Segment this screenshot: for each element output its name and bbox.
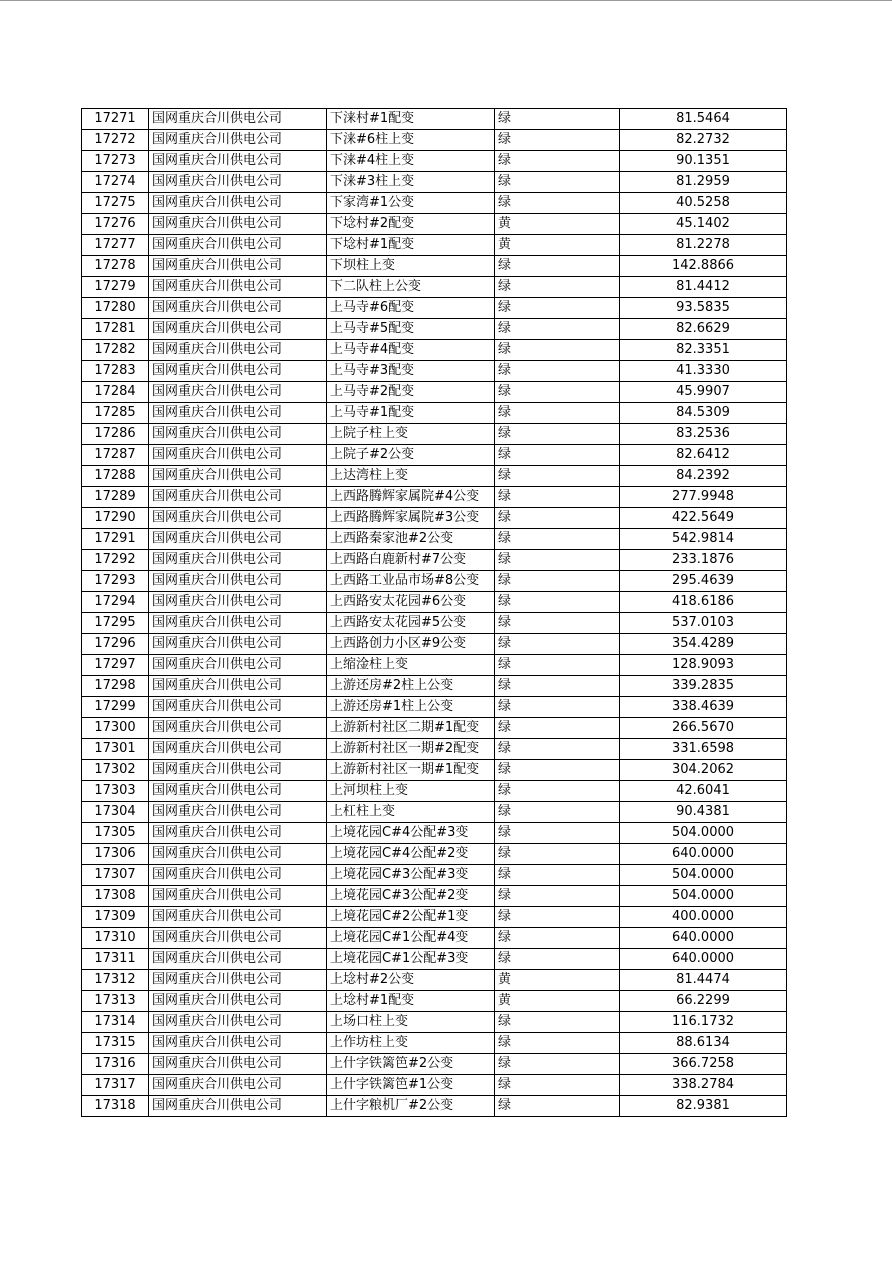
cell-status: 黄 bbox=[495, 970, 620, 991]
cell-value: 82.2732 bbox=[620, 130, 787, 151]
table-row bbox=[82, 1075, 787, 1096]
cell-transformer-name: 上院子#2公变 bbox=[327, 445, 495, 466]
table-row bbox=[82, 508, 787, 529]
cell-status: 绿 bbox=[495, 697, 620, 718]
cell-value: 81.4474 bbox=[620, 970, 787, 991]
cell-transformer-name: 上境花园C#4公配#2变 bbox=[327, 844, 495, 865]
cell-company: 国网重庆合川供电公司 bbox=[149, 193, 327, 214]
cell-company: 国网重庆合川供电公司 bbox=[149, 865, 327, 886]
table-row bbox=[82, 235, 787, 256]
table-row bbox=[82, 1033, 787, 1054]
cell-id: 17301 bbox=[82, 739, 149, 760]
table-row bbox=[82, 1012, 787, 1033]
cell-company: 国网重庆合川供电公司 bbox=[149, 424, 327, 445]
cell-value: 339.2835 bbox=[620, 676, 787, 697]
cell-transformer-name: 上西路创力小区#9公变 bbox=[327, 634, 495, 655]
cell-company: 国网重庆合川供电公司 bbox=[149, 508, 327, 529]
cell-id: 17318 bbox=[82, 1096, 149, 1117]
cell-id: 17281 bbox=[82, 319, 149, 340]
cell-transformer-name: 上境花园C#3公配#2变 bbox=[327, 886, 495, 907]
cell-value: 82.3351 bbox=[620, 340, 787, 361]
cell-id: 17293 bbox=[82, 571, 149, 592]
cell-id: 17310 bbox=[82, 928, 149, 949]
cell-company: 国网重庆合川供电公司 bbox=[149, 445, 327, 466]
cell-transformer-name: 上马寺#3配变 bbox=[327, 361, 495, 382]
page-top-rule bbox=[0, 0, 892, 1]
cell-status: 绿 bbox=[495, 193, 620, 214]
cell-status: 绿 bbox=[495, 886, 620, 907]
cell-value: 82.9381 bbox=[620, 1096, 787, 1117]
cell-status: 绿 bbox=[495, 1075, 620, 1096]
cell-transformer-name: 下涞村#1配变 bbox=[327, 109, 495, 130]
cell-value: 354.4289 bbox=[620, 634, 787, 655]
cell-status: 绿 bbox=[495, 319, 620, 340]
cell-status: 黄 bbox=[495, 235, 620, 256]
table-row bbox=[82, 697, 787, 718]
cell-status: 绿 bbox=[495, 739, 620, 760]
table-row bbox=[82, 109, 787, 130]
cell-transformer-name: 下家湾#1公变 bbox=[327, 193, 495, 214]
cell-value: 84.2392 bbox=[620, 466, 787, 487]
cell-id: 17286 bbox=[82, 424, 149, 445]
cell-id: 17285 bbox=[82, 403, 149, 424]
cell-company: 国网重庆合川供电公司 bbox=[149, 760, 327, 781]
cell-id: 17272 bbox=[82, 130, 149, 151]
cell-id: 17280 bbox=[82, 298, 149, 319]
cell-value: 81.5464 bbox=[620, 109, 787, 130]
cell-company: 国网重庆合川供电公司 bbox=[149, 382, 327, 403]
cell-status: 绿 bbox=[495, 130, 620, 151]
cell-transformer-name: 下埝村#2配变 bbox=[327, 214, 495, 235]
cell-company: 国网重庆合川供电公司 bbox=[149, 487, 327, 508]
cell-value: 81.4412 bbox=[620, 277, 787, 298]
cell-transformer-name: 上游新村社区二期#1配变 bbox=[327, 718, 495, 739]
cell-id: 17294 bbox=[82, 592, 149, 613]
cell-id: 17312 bbox=[82, 970, 149, 991]
cell-id: 17303 bbox=[82, 781, 149, 802]
cell-id: 17289 bbox=[82, 487, 149, 508]
cell-value: 504.0000 bbox=[620, 865, 787, 886]
cell-id: 17271 bbox=[82, 109, 149, 130]
table-row bbox=[82, 382, 787, 403]
cell-value: 45.9907 bbox=[620, 382, 787, 403]
cell-value: 82.6412 bbox=[620, 445, 787, 466]
cell-company: 国网重庆合川供电公司 bbox=[149, 571, 327, 592]
table-row bbox=[82, 739, 787, 760]
cell-value: 422.5649 bbox=[620, 508, 787, 529]
cell-status: 绿 bbox=[495, 655, 620, 676]
cell-value: 537.0103 bbox=[620, 613, 787, 634]
cell-value: 504.0000 bbox=[620, 886, 787, 907]
cell-value: 277.9948 bbox=[620, 487, 787, 508]
table-row bbox=[82, 676, 787, 697]
cell-company: 国网重庆合川供电公司 bbox=[149, 970, 327, 991]
table-row bbox=[82, 1054, 787, 1075]
cell-company: 国网重庆合川供电公司 bbox=[149, 991, 327, 1012]
cell-status: 绿 bbox=[495, 1033, 620, 1054]
cell-transformer-name: 上西路安太花园#6公变 bbox=[327, 592, 495, 613]
cell-value: 504.0000 bbox=[620, 823, 787, 844]
cell-id: 17282 bbox=[82, 340, 149, 361]
cell-value: 400.0000 bbox=[620, 907, 787, 928]
cell-id: 17297 bbox=[82, 655, 149, 676]
table-row bbox=[82, 1096, 787, 1117]
cell-id: 17314 bbox=[82, 1012, 149, 1033]
cell-value: 640.0000 bbox=[620, 844, 787, 865]
cell-company: 国网重庆合川供电公司 bbox=[149, 130, 327, 151]
cell-id: 17295 bbox=[82, 613, 149, 634]
cell-id: 17277 bbox=[82, 235, 149, 256]
cell-status: 绿 bbox=[495, 487, 620, 508]
cell-id: 17283 bbox=[82, 361, 149, 382]
cell-status: 绿 bbox=[495, 1054, 620, 1075]
cell-status: 绿 bbox=[495, 865, 620, 886]
cell-company: 国网重庆合川供电公司 bbox=[149, 655, 327, 676]
table-row bbox=[82, 529, 787, 550]
cell-id: 17304 bbox=[82, 802, 149, 823]
table-row bbox=[82, 151, 787, 172]
cell-status: 绿 bbox=[495, 340, 620, 361]
cell-company: 国网重庆合川供电公司 bbox=[149, 802, 327, 823]
cell-transformer-name: 上境花园C#1公配#3变 bbox=[327, 949, 495, 970]
cell-value: 40.5258 bbox=[620, 193, 787, 214]
cell-value: 82.6629 bbox=[620, 319, 787, 340]
table-row bbox=[82, 949, 787, 970]
cell-company: 国网重庆合川供电公司 bbox=[149, 1033, 327, 1054]
cell-value: 93.5835 bbox=[620, 298, 787, 319]
table-row bbox=[82, 214, 787, 235]
cell-status: 绿 bbox=[495, 172, 620, 193]
cell-status: 绿 bbox=[495, 571, 620, 592]
cell-value: 142.8866 bbox=[620, 256, 787, 277]
cell-transformer-name: 上游还房#2柱上公变 bbox=[327, 676, 495, 697]
cell-status: 绿 bbox=[495, 781, 620, 802]
cell-value: 84.5309 bbox=[620, 403, 787, 424]
cell-id: 17273 bbox=[82, 151, 149, 172]
table-row bbox=[82, 487, 787, 508]
cell-company: 国网重庆合川供电公司 bbox=[149, 613, 327, 634]
cell-value: 42.6041 bbox=[620, 781, 787, 802]
cell-status: 绿 bbox=[495, 823, 620, 844]
cell-company: 国网重庆合川供电公司 bbox=[149, 1054, 327, 1075]
cell-id: 17302 bbox=[82, 760, 149, 781]
cell-transformer-name: 下二队柱上公变 bbox=[327, 277, 495, 298]
cell-transformer-name: 上境花园C#1公配#4变 bbox=[327, 928, 495, 949]
cell-value: 81.2278 bbox=[620, 235, 787, 256]
cell-transformer-name: 上境花园C#2公配#1变 bbox=[327, 907, 495, 928]
table-row bbox=[82, 991, 787, 1012]
table-row bbox=[82, 613, 787, 634]
cell-transformer-name: 上境花园C#4公配#3变 bbox=[327, 823, 495, 844]
table-row bbox=[82, 319, 787, 340]
cell-company: 国网重庆合川供电公司 bbox=[149, 697, 327, 718]
table-row bbox=[82, 445, 787, 466]
cell-value: 116.1732 bbox=[620, 1012, 787, 1033]
cell-transformer-name: 下涞#3柱上变 bbox=[327, 172, 495, 193]
cell-company: 国网重庆合川供电公司 bbox=[149, 907, 327, 928]
cell-status: 绿 bbox=[495, 382, 620, 403]
table-row bbox=[82, 781, 787, 802]
cell-value: 542.9814 bbox=[620, 529, 787, 550]
cell-company: 国网重庆合川供电公司 bbox=[149, 592, 327, 613]
table-row bbox=[82, 277, 787, 298]
cell-id: 17296 bbox=[82, 634, 149, 655]
cell-company: 国网重庆合川供电公司 bbox=[149, 886, 327, 907]
cell-company: 国网重庆合川供电公司 bbox=[149, 1096, 327, 1117]
cell-transformer-name: 下涞#4柱上变 bbox=[327, 151, 495, 172]
cell-transformer-name: 上什字粮机厂#2公变 bbox=[327, 1096, 495, 1117]
cell-id: 17275 bbox=[82, 193, 149, 214]
table-row bbox=[82, 844, 787, 865]
cell-value: 41.3330 bbox=[620, 361, 787, 382]
cell-transformer-name: 上埝村#2公变 bbox=[327, 970, 495, 991]
cell-id: 17308 bbox=[82, 886, 149, 907]
cell-id: 17305 bbox=[82, 823, 149, 844]
cell-value: 266.5670 bbox=[620, 718, 787, 739]
table-row bbox=[82, 403, 787, 424]
cell-value: 81.2959 bbox=[620, 172, 787, 193]
table-row bbox=[82, 424, 787, 445]
cell-transformer-name: 上游新村社区一期#1配变 bbox=[327, 760, 495, 781]
transformer-table bbox=[81, 108, 787, 1117]
cell-id: 17274 bbox=[82, 172, 149, 193]
cell-company: 国网重庆合川供电公司 bbox=[149, 361, 327, 382]
cell-value: 331.6598 bbox=[620, 739, 787, 760]
cell-value: 83.2536 bbox=[620, 424, 787, 445]
cell-transformer-name: 上埝村#1配变 bbox=[327, 991, 495, 1012]
cell-id: 17278 bbox=[82, 256, 149, 277]
cell-status: 绿 bbox=[495, 1096, 620, 1117]
cell-transformer-name: 下埝村#1配变 bbox=[327, 235, 495, 256]
table-row bbox=[82, 298, 787, 319]
cell-id: 17299 bbox=[82, 697, 149, 718]
cell-transformer-name: 上杠柱上变 bbox=[327, 802, 495, 823]
cell-company: 国网重庆合川供电公司 bbox=[149, 403, 327, 424]
cell-value: 90.1351 bbox=[620, 151, 787, 172]
cell-status: 绿 bbox=[495, 718, 620, 739]
cell-value: 338.4639 bbox=[620, 697, 787, 718]
cell-transformer-name: 上缩淦柱上变 bbox=[327, 655, 495, 676]
cell-value: 45.1402 bbox=[620, 214, 787, 235]
cell-value: 366.7258 bbox=[620, 1054, 787, 1075]
cell-transformer-name: 上院子柱上变 bbox=[327, 424, 495, 445]
cell-value: 88.6134 bbox=[620, 1033, 787, 1054]
table-row bbox=[82, 193, 787, 214]
cell-transformer-name: 上河坝柱上变 bbox=[327, 781, 495, 802]
table-row bbox=[82, 865, 787, 886]
cell-status: 绿 bbox=[495, 949, 620, 970]
cell-transformer-name: 上作坊柱上变 bbox=[327, 1033, 495, 1054]
cell-company: 国网重庆合川供电公司 bbox=[149, 928, 327, 949]
table-row bbox=[82, 886, 787, 907]
cell-status: 绿 bbox=[495, 277, 620, 298]
cell-transformer-name: 上游新村社区一期#2配变 bbox=[327, 739, 495, 760]
cell-company: 国网重庆合川供电公司 bbox=[149, 151, 327, 172]
table-body bbox=[82, 109, 787, 1117]
cell-status: 绿 bbox=[495, 466, 620, 487]
cell-id: 17279 bbox=[82, 277, 149, 298]
cell-transformer-name: 上西路腾辉家属院#4公变 bbox=[327, 487, 495, 508]
cell-company: 国网重庆合川供电公司 bbox=[149, 214, 327, 235]
cell-id: 17317 bbox=[82, 1075, 149, 1096]
cell-id: 17315 bbox=[82, 1033, 149, 1054]
cell-status: 绿 bbox=[495, 298, 620, 319]
table-row bbox=[82, 928, 787, 949]
cell-transformer-name: 上马寺#4配变 bbox=[327, 340, 495, 361]
cell-id: 17276 bbox=[82, 214, 149, 235]
cell-status: 绿 bbox=[495, 445, 620, 466]
cell-value: 66.2299 bbox=[620, 991, 787, 1012]
cell-company: 国网重庆合川供电公司 bbox=[149, 1075, 327, 1096]
cell-company: 国网重庆合川供电公司 bbox=[149, 550, 327, 571]
cell-transformer-name: 上西路腾辉家属院#3公变 bbox=[327, 508, 495, 529]
cell-status: 黄 bbox=[495, 214, 620, 235]
cell-status: 绿 bbox=[495, 676, 620, 697]
cell-transformer-name: 下涞#6柱上变 bbox=[327, 130, 495, 151]
cell-id: 17306 bbox=[82, 844, 149, 865]
cell-status: 绿 bbox=[495, 802, 620, 823]
cell-status: 绿 bbox=[495, 844, 620, 865]
cell-transformer-name: 上场口柱上变 bbox=[327, 1012, 495, 1033]
cell-status: 绿 bbox=[495, 151, 620, 172]
cell-company: 国网重庆合川供电公司 bbox=[149, 466, 327, 487]
cell-transformer-name: 上游还房#1柱上公变 bbox=[327, 697, 495, 718]
cell-transformer-name: 上境花园C#3公配#3变 bbox=[327, 865, 495, 886]
cell-transformer-name: 上马寺#1配变 bbox=[327, 403, 495, 424]
cell-status: 绿 bbox=[495, 508, 620, 529]
cell-status: 绿 bbox=[495, 109, 620, 130]
table-row bbox=[82, 130, 787, 151]
cell-transformer-name: 下坝柱上变 bbox=[327, 256, 495, 277]
cell-company: 国网重庆合川供电公司 bbox=[149, 676, 327, 697]
cell-company: 国网重庆合川供电公司 bbox=[149, 319, 327, 340]
cell-transformer-name: 上西路工业品市场#8公变 bbox=[327, 571, 495, 592]
table-row bbox=[82, 361, 787, 382]
cell-id: 17284 bbox=[82, 382, 149, 403]
cell-status: 绿 bbox=[495, 550, 620, 571]
cell-id: 17291 bbox=[82, 529, 149, 550]
cell-status: 绿 bbox=[495, 760, 620, 781]
cell-company: 国网重庆合川供电公司 bbox=[149, 823, 327, 844]
cell-company: 国网重庆合川供电公司 bbox=[149, 277, 327, 298]
cell-status: 绿 bbox=[495, 592, 620, 613]
table-row bbox=[82, 718, 787, 739]
cell-company: 国网重庆合川供电公司 bbox=[149, 739, 327, 760]
cell-value: 128.9093 bbox=[620, 655, 787, 676]
cell-value: 640.0000 bbox=[620, 928, 787, 949]
table-row bbox=[82, 571, 787, 592]
cell-id: 17300 bbox=[82, 718, 149, 739]
table-row bbox=[82, 466, 787, 487]
cell-value: 295.4639 bbox=[620, 571, 787, 592]
table-row bbox=[82, 634, 787, 655]
cell-status: 黄 bbox=[495, 991, 620, 1012]
cell-value: 338.2784 bbox=[620, 1075, 787, 1096]
cell-id: 17307 bbox=[82, 865, 149, 886]
cell-id: 17313 bbox=[82, 991, 149, 1012]
cell-id: 17292 bbox=[82, 550, 149, 571]
cell-status: 绿 bbox=[495, 907, 620, 928]
cell-status: 绿 bbox=[495, 613, 620, 634]
cell-status: 绿 bbox=[495, 529, 620, 550]
cell-value: 233.1876 bbox=[620, 550, 787, 571]
table-row bbox=[82, 172, 787, 193]
cell-company: 国网重庆合川供电公司 bbox=[149, 949, 327, 970]
cell-transformer-name: 上什字铁篱笆#2公变 bbox=[327, 1054, 495, 1075]
table-row bbox=[82, 802, 787, 823]
cell-id: 17298 bbox=[82, 676, 149, 697]
cell-value: 418.6186 bbox=[620, 592, 787, 613]
cell-transformer-name: 上西路安太花园#5公变 bbox=[327, 613, 495, 634]
cell-status: 绿 bbox=[495, 1012, 620, 1033]
cell-transformer-name: 上马寺#6配变 bbox=[327, 298, 495, 319]
cell-transformer-name: 上西路秦家池#2公变 bbox=[327, 529, 495, 550]
cell-status: 绿 bbox=[495, 403, 620, 424]
table-row bbox=[82, 592, 787, 613]
cell-id: 17290 bbox=[82, 508, 149, 529]
cell-status: 绿 bbox=[495, 361, 620, 382]
table-row bbox=[82, 970, 787, 991]
cell-id: 17288 bbox=[82, 466, 149, 487]
cell-status: 绿 bbox=[495, 256, 620, 277]
cell-company: 国网重庆合川供电公司 bbox=[149, 529, 327, 550]
cell-company: 国网重庆合川供电公司 bbox=[149, 634, 327, 655]
cell-status: 绿 bbox=[495, 634, 620, 655]
table-row bbox=[82, 340, 787, 361]
cell-company: 国网重庆合川供电公司 bbox=[149, 256, 327, 277]
cell-value: 90.4381 bbox=[620, 802, 787, 823]
cell-company: 国网重庆合川供电公司 bbox=[149, 781, 327, 802]
cell-transformer-name: 上马寺#5配变 bbox=[327, 319, 495, 340]
cell-id: 17287 bbox=[82, 445, 149, 466]
table-row bbox=[82, 256, 787, 277]
table-row bbox=[82, 823, 787, 844]
cell-transformer-name: 上马寺#2配变 bbox=[327, 382, 495, 403]
cell-id: 17309 bbox=[82, 907, 149, 928]
cell-company: 国网重庆合川供电公司 bbox=[149, 172, 327, 193]
cell-company: 国网重庆合川供电公司 bbox=[149, 235, 327, 256]
cell-company: 国网重庆合川供电公司 bbox=[149, 109, 327, 130]
cell-status: 绿 bbox=[495, 424, 620, 445]
cell-company: 国网重庆合川供电公司 bbox=[149, 718, 327, 739]
table-row bbox=[82, 655, 787, 676]
table-row bbox=[82, 760, 787, 781]
cell-company: 国网重庆合川供电公司 bbox=[149, 340, 327, 361]
cell-id: 17316 bbox=[82, 1054, 149, 1075]
cell-value: 640.0000 bbox=[620, 949, 787, 970]
table-row bbox=[82, 907, 787, 928]
cell-transformer-name: 上达湾柱上变 bbox=[327, 466, 495, 487]
cell-id: 17311 bbox=[82, 949, 149, 970]
table-row bbox=[82, 550, 787, 571]
cell-company: 国网重庆合川供电公司 bbox=[149, 1012, 327, 1033]
cell-status: 绿 bbox=[495, 928, 620, 949]
cell-transformer-name: 上什字铁篱笆#1公变 bbox=[327, 1075, 495, 1096]
cell-value: 304.2062 bbox=[620, 760, 787, 781]
cell-company: 国网重庆合川供电公司 bbox=[149, 844, 327, 865]
cell-company: 国网重庆合川供电公司 bbox=[149, 298, 327, 319]
cell-transformer-name: 上西路白鹿新村#7公变 bbox=[327, 550, 495, 571]
